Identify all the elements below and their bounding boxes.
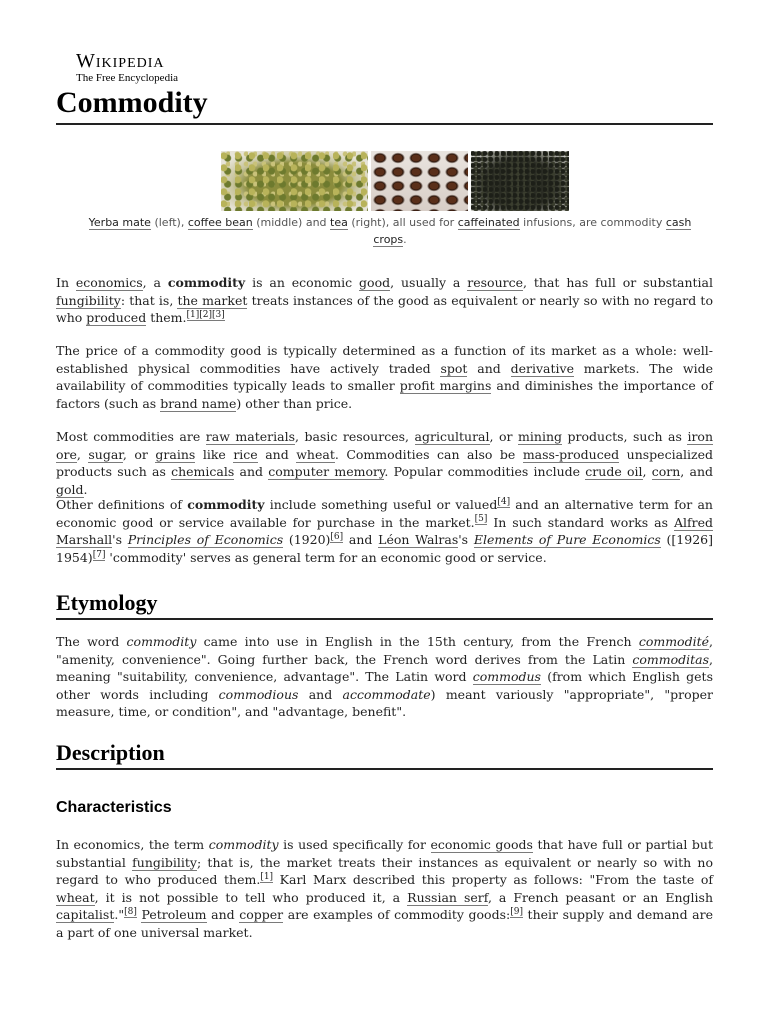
link-fungibility[interactable]: fungibility: [132, 854, 197, 870]
text: , a French peasant or an English: [487, 889, 714, 905]
citation-ref-9[interactable]: [9]: [510, 907, 523, 918]
text: and: [467, 360, 511, 376]
text: Most commodities are: [56, 429, 206, 444]
title-divider: [56, 123, 713, 125]
text: In economics, the term: [56, 837, 209, 852]
text: , or: [489, 429, 519, 444]
bold-commodity: commodity: [167, 275, 246, 290]
link-wheat[interactable]: wheat: [56, 889, 95, 905]
link-capitalist[interactable]: capitalist: [56, 907, 115, 923]
intro-paragraph-4: [56, 496, 713, 566]
text: and: [257, 446, 297, 462]
text: are examples of commodity goods:: [283, 907, 511, 923]
text: them.: [146, 310, 187, 326]
text: and: [206, 907, 240, 923]
lead-figure: [221, 151, 569, 211]
link-mining[interactable]: mining: [518, 429, 562, 444]
description-heading: Description: [56, 740, 165, 765]
link-resource[interactable]: resource: [467, 275, 524, 290]
link-caffeinated[interactable]: caffeinated: [457, 216, 520, 229]
wikipedia-wordmark: Wikipedia: [76, 50, 165, 72]
text: . Popular commodities include: [384, 464, 586, 480]
text: and: [343, 532, 379, 548]
caption-text: infusions, are commodity: [519, 216, 666, 229]
text: and an alternative term for an economic good or service available for purchase in the market.: [56, 497, 713, 530]
text: , a: [142, 275, 168, 290]
link-computer-memory[interactable]: computer memory: [268, 464, 385, 480]
link-economics[interactable]: economics: [75, 275, 143, 290]
text: (1920): [283, 532, 331, 548]
link-leon-walras[interactable]: Léon Walras: [378, 532, 459, 548]
italic-title: Elements of Pure Economics: [473, 532, 661, 548]
text: ) other than price.: [236, 395, 353, 411]
intro-paragraph-1: [56, 274, 713, 327]
citation-ref-1[interactable]: [1]: [260, 872, 274, 883]
text: The word: [56, 634, 127, 649]
link-elements-of-pure-economics[interactable]: [474, 532, 661, 548]
caption-text: (middle) and: [252, 216, 331, 229]
etymology-paragraph: [56, 633, 713, 721]
description-divider: [56, 768, 713, 770]
link-russian-serf[interactable]: Russian serf: [407, 889, 488, 905]
text: In such standard works as: [487, 514, 674, 530]
text: 's: [458, 532, 474, 548]
text: ([1926] 1954): [56, 532, 713, 565]
link-brand-name[interactable]: brand name: [160, 395, 237, 411]
link-the-market[interactable]: the market: [177, 292, 248, 308]
text: their supply and demand are a part of one universal market.: [56, 907, 713, 940]
link-corn[interactable]: corn: [651, 464, 681, 480]
link-cash-crops[interactable]: cash crops: [373, 216, 692, 246]
link-grains[interactable]: grains: [155, 446, 196, 462]
text: and: [298, 686, 343, 702]
text: .: [83, 481, 88, 497]
link-alfred-marshall[interactable]: Alfred Marshall: [56, 514, 713, 548]
text: , basic resources,: [294, 429, 415, 444]
link-profit-margins[interactable]: profit margins: [399, 378, 492, 394]
text: : that is,: [120, 292, 178, 308]
italic-word: commoditas: [632, 651, 710, 667]
text: . Commodities can also be: [334, 446, 523, 462]
text: , or: [122, 446, 156, 462]
page-title: Commodity: [56, 86, 208, 119]
figure-caption: [80, 214, 700, 248]
citation-ref-4[interactable]: [4]: [497, 496, 511, 507]
text: products, such as: [562, 429, 688, 444]
etymology-heading: Etymology: [56, 590, 158, 615]
text: , that has full or substantial: [523, 275, 714, 290]
etymology-divider: [56, 618, 713, 620]
italic-word: commodité: [638, 634, 710, 649]
text: treats instances of the good as equivalent or nearly so with no regard to who: [56, 292, 713, 326]
link-mass-produced[interactable]: mass-produced: [522, 446, 620, 462]
caption-text: (left),: [150, 216, 188, 229]
italic-word: accommodate: [342, 686, 431, 702]
link-produced[interactable]: produced: [86, 310, 147, 326]
link-gold[interactable]: gold: [56, 481, 84, 497]
text: The price of a commodity good is typically determined as a function of its market as a whole: well-established physical commodities have actively traded: [56, 343, 713, 376]
intro-paragraph-3: [56, 428, 713, 498]
link-iron-ore[interactable]: iron ore: [56, 429, 714, 462]
link-copper[interactable]: copper: [239, 907, 284, 923]
citation-refs-1-2-3[interactable]: [1][2][3]: [186, 310, 225, 321]
characteristics-heading: Characteristics: [56, 799, 172, 816]
link-derivative[interactable]: derivative: [510, 360, 574, 376]
text: include something useful or valued: [264, 497, 498, 512]
italic-word: commodity: [126, 634, 197, 649]
caption-text: .: [403, 233, 407, 246]
text: , meaning "suitability, convenience, advantage". The Latin word: [56, 651, 713, 685]
citation-ref-6[interactable]: [6]: [330, 532, 344, 543]
text: , and: [680, 464, 714, 480]
text: , usually a: [390, 275, 468, 290]
link-agricultural[interactable]: agricultural: [414, 429, 490, 444]
yerba-mate-image[interactable]: [221, 151, 368, 211]
text: ,: [76, 446, 89, 462]
citation-ref-7[interactable]: [7]: [92, 549, 106, 560]
text: ) meant variously "appropriate", "proper measure, time, or condition", and "advantage, benefit".: [56, 686, 713, 720]
bold-commodity: commodity: [187, 497, 265, 512]
text: (from which English gets other words including: [56, 669, 713, 702]
text: Other definitions of: [56, 497, 188, 512]
text: In: [56, 275, 76, 290]
citation-ref-5[interactable]: [5]: [474, 514, 488, 525]
coffee-bean-image[interactable]: [371, 151, 468, 211]
text: unspecialized products such as: [56, 446, 713, 480]
link-petroleum[interactable]: Petroleum: [141, 907, 207, 923]
link-yerba-mate[interactable]: Yerba mate: [88, 216, 151, 229]
text: Karl Marx described this property as follows: "From the taste of: [273, 872, 713, 888]
text: , "amenity, convenience". Going further back, the French word derives from the Latin: [56, 634, 713, 667]
link-spot[interactable]: spot: [440, 360, 468, 376]
link-crude-oil[interactable]: crude oil: [585, 464, 643, 480]
link-commodus[interactable]: [473, 669, 541, 685]
wikipedia-tagline: The Free Encyclopedia: [76, 72, 179, 84]
link-tea[interactable]: tea: [330, 216, 348, 229]
text: ; that is, the market treats their instances as equivalent or nearly so with no regard to who produced them.: [56, 854, 713, 888]
text: ,: [642, 464, 652, 480]
link-good[interactable]: good: [359, 275, 391, 290]
link-wheat[interactable]: wheat: [296, 446, 335, 462]
text: markets. The wide availability of commodities typically leads to smaller: [56, 360, 714, 394]
link-chemicals[interactable]: chemicals: [171, 464, 235, 480]
intro-paragraph-2: [56, 342, 713, 412]
characteristics-paragraph: [56, 836, 713, 942]
text: and diminishes the importance of factors (such as: [56, 378, 713, 411]
link-coffee-bean[interactable]: coffee bean: [187, 216, 253, 229]
text: is used specifically for: [278, 837, 431, 852]
link-commoditas[interactable]: [632, 652, 709, 668]
text: .": [114, 907, 125, 923]
text: like: [195, 446, 234, 462]
citation-ref-8[interactable]: [8]: [124, 907, 137, 918]
link-economic-goods[interactable]: economic goods: [430, 837, 533, 852]
text: is an economic: [245, 275, 360, 290]
text: came into use in English in the 15th century, from the French: [196, 634, 639, 649]
link-rice[interactable]: rice: [233, 446, 258, 462]
link-principles-of-economics[interactable]: [128, 532, 283, 548]
link-raw-materials[interactable]: raw materials: [205, 429, 295, 444]
link-sugar[interactable]: sugar: [88, 446, 123, 462]
text: 's: [112, 532, 128, 548]
wikipedia-logo[interactable]: [76, 51, 216, 85]
italic-word: commodious: [218, 686, 299, 702]
caption-text: (right), all used for: [347, 216, 458, 229]
link-commodite[interactable]: [639, 634, 709, 650]
tea-image[interactable]: [471, 151, 569, 211]
text: that have full or partial but substantial: [56, 837, 713, 870]
link-fungibility[interactable]: fungibility: [56, 292, 121, 308]
italic-word: commodity: [208, 837, 279, 852]
italic-word: commodus: [472, 669, 541, 685]
italic-title: Principles of Economics: [127, 532, 284, 548]
text: and: [234, 464, 269, 480]
text: , it is not possible to tell who produced it, a: [94, 889, 408, 905]
text: 'commodity' serves as general term for an economic good or service.: [105, 549, 547, 565]
